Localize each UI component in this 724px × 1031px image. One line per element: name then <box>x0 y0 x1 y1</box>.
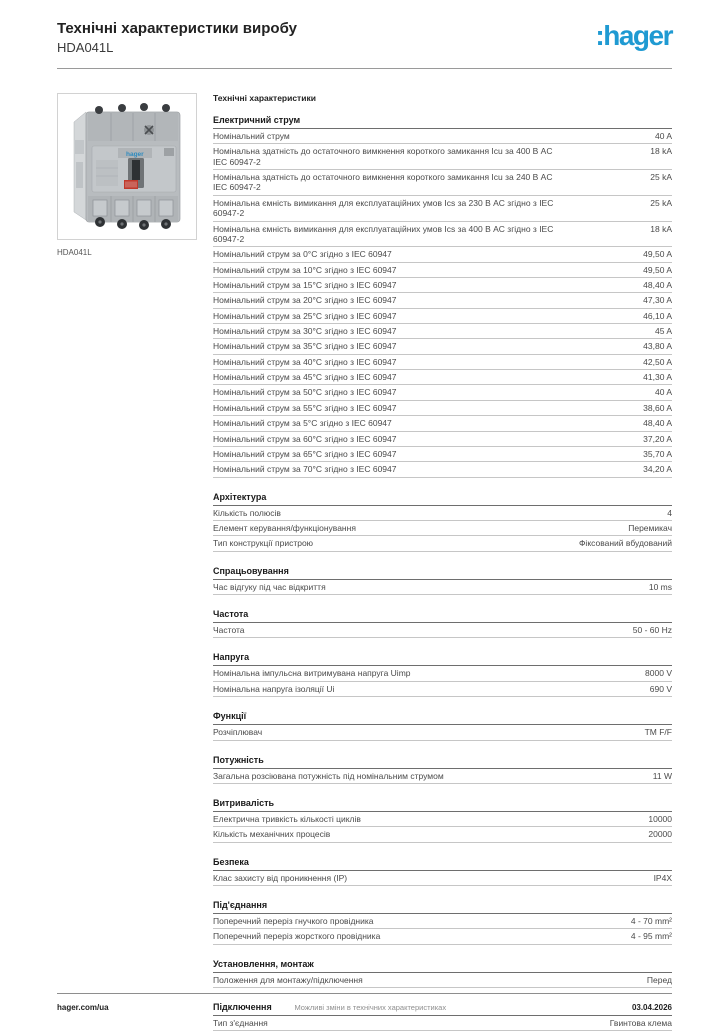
header-titles <box>57 20 297 55</box>
section-title: Напруга <box>213 652 672 666</box>
spec-row <box>213 263 672 278</box>
spec-label: Номінальний струм за 25°C згідно з IEC 60947 <box>213 310 397 321</box>
spec-value: 25 kA <box>650 172 672 183</box>
spec-label: Номінальна ємність вимикання для експлуатаційних умов Ics за 230 В AC згідно з IEC 60947-2 <box>213 197 554 219</box>
spec-row <box>213 447 672 462</box>
spec-section <box>213 798 672 843</box>
spec-value: 4 - 70 mm² <box>630 915 672 926</box>
section-title: Функції <box>213 711 672 725</box>
spec-section <box>213 115 672 478</box>
spec-row <box>213 247 672 262</box>
spec-value: 20000 <box>648 829 672 840</box>
spec-row <box>213 309 672 324</box>
spec-row <box>213 385 672 400</box>
product-caption: HDA041L <box>57 248 92 257</box>
footer-date: 03.04.2026 <box>631 1003 672 1012</box>
spec-label: Електрична тривкість кількості циклів <box>213 813 361 824</box>
spec-value: 34,20 A <box>643 464 672 475</box>
spec-label: Номінальний струм за 50°C згідно з IEC 60947 <box>213 387 397 398</box>
spec-label: Номінальний струм за 35°C згідно з IEC 60947 <box>213 341 397 352</box>
spec-value: 49,50 A <box>643 249 672 260</box>
spec-row <box>213 682 672 697</box>
spec-value: 18 kA <box>650 223 672 234</box>
spec-label: Номінальний струм за 30°C згідно з IEC 60947 <box>213 326 397 337</box>
spec-section <box>213 652 672 697</box>
spec-value: 47,30 A <box>643 295 672 306</box>
spec-section <box>213 755 672 784</box>
spec-value: 10000 <box>648 813 672 824</box>
spec-label: Номінальний струм за 20°C згідно з IEC 60947 <box>213 295 397 306</box>
spec-label: Частота <box>213 625 245 636</box>
specs-heading: Технічні характеристики <box>213 93 316 103</box>
footer-divider <box>57 993 672 994</box>
spec-row <box>213 871 672 886</box>
circuit-breaker-image <box>66 100 188 233</box>
spec-section <box>213 959 672 988</box>
spec-label: Номінальна ємність вимикання для експлуатаційних умов Ics за 400 В AC згідно з IEC 60947-2 <box>213 223 554 244</box>
section-title: Підключення <box>213 1002 672 1016</box>
header <box>57 20 672 55</box>
spec-row <box>213 324 672 339</box>
spec-label: Положення для монтажу/підключення <box>213 974 363 985</box>
spec-value: 48,40 A <box>643 279 672 290</box>
main-content <box>57 93 672 1031</box>
spec-value: 18 kA <box>650 146 672 157</box>
spec-label: Номінальна напруга ізоляції Ui <box>213 683 335 694</box>
spec-label: Номінальна здатність до остаточного вимкнення короткого замикання Icu за 240 В AC IEC 60947-2 <box>213 172 553 193</box>
section-title: Електричний струм <box>213 115 672 129</box>
spec-row <box>213 623 672 638</box>
spec-label: Номінальний струм за 70°C згідно з IEC 60947 <box>213 464 397 475</box>
spec-label: Номінальний струм за 55°C згідно з IEC 60947 <box>213 402 397 413</box>
section-title: Спрацьовування <box>213 566 672 580</box>
spec-value: 4 - 95 mm² <box>630 931 672 942</box>
spec-label: Номінальний струм за 5°C згідно з IEC 60947 <box>213 418 392 429</box>
spec-section <box>213 900 672 945</box>
spec-row <box>213 812 672 827</box>
spec-row <box>213 170 672 196</box>
section-title: Архітектура <box>213 492 672 506</box>
spec-label: Загальна розсіювана потужність під номінальним струмом <box>213 770 444 781</box>
hager-logo: :hager <box>595 20 672 51</box>
spec-value: IP4X <box>653 872 672 883</box>
spec-value: 46,10 A <box>643 310 672 321</box>
header-divider <box>57 68 672 69</box>
spec-sections <box>213 115 672 1031</box>
spec-label: Номінальна імпульсна витримувана напруга Uimp <box>213 668 411 679</box>
spec-row <box>213 973 672 988</box>
spec-value: Перед <box>646 974 672 985</box>
spec-section <box>213 711 672 740</box>
spec-label: Поперечний переріз гнучкого провідника <box>213 915 374 926</box>
spec-row <box>213 929 672 944</box>
spec-value: 37,20 A <box>643 433 672 444</box>
spec-value: 40 A <box>654 387 672 398</box>
footer <box>57 993 672 1012</box>
section-title: Установлення, монтаж <box>213 959 672 973</box>
spec-value: 8000 V <box>645 668 672 679</box>
spec-label: Номінальний струм за 40°C згідно з IEC 60947 <box>213 356 397 367</box>
spec-value: 40 A <box>654 131 672 141</box>
spec-row <box>213 506 672 521</box>
spec-label: Номінальний струм за 15°C згідно з IEC 60947 <box>213 279 397 290</box>
spec-value: 42,50 A <box>643 356 672 367</box>
spec-value: 48,40 A <box>643 418 672 429</box>
footer-website-link[interactable]: hager.com/ua <box>57 1003 109 1012</box>
spec-value: 38,60 A <box>643 402 672 413</box>
section-title: Потужність <box>213 755 672 769</box>
spec-label: Клас захисту від проникнення (IP) <box>213 872 348 883</box>
spec-row <box>213 666 672 681</box>
spec-value: Перемикач <box>628 522 672 533</box>
spec-row <box>213 401 672 416</box>
spec-section <box>213 609 672 638</box>
spec-row <box>213 129 672 144</box>
spec-value: 49,50 A <box>643 264 672 275</box>
spec-label: Тип з'єднання <box>213 1018 268 1029</box>
spec-label: Номінальний струм за 45°C згідно з IEC 60947 <box>213 372 397 383</box>
spec-label: Кількість полюсів <box>213 507 281 518</box>
product-image-frame <box>57 93 197 240</box>
spec-row <box>213 827 672 842</box>
section-title: Безпека <box>213 857 672 871</box>
spec-label: Номінальна здатність до остаточного вимкнення короткого замикання Icu за 400 В AC IEC 60947-2 <box>213 146 553 167</box>
section-title: Під'єднання <box>213 900 672 914</box>
spec-section <box>213 857 672 886</box>
spec-value: 41,30 A <box>643 372 672 383</box>
spec-row <box>213 536 672 551</box>
spec-section <box>213 566 672 595</box>
spec-value: 11 W <box>652 770 672 781</box>
spec-row <box>213 432 672 447</box>
specs-column <box>213 93 672 1031</box>
spec-value: 35,70 A <box>643 448 672 459</box>
spec-value: 4 <box>667 507 672 518</box>
spec-row <box>213 580 672 595</box>
page-title: Технічні характеристики виробу <box>57 20 297 37</box>
spec-section <box>213 492 672 552</box>
section-title: Частота <box>213 609 672 623</box>
spec-row <box>213 725 672 740</box>
spec-value: TM F/F <box>644 727 672 738</box>
spec-row <box>213 339 672 354</box>
spec-value: 25 kA <box>650 197 672 208</box>
spec-label: Номінальний струм за 0°C згідно з IEC 60947 <box>213 249 392 260</box>
spec-value: 50 - 60 Hz <box>632 625 672 636</box>
spec-label: Номінальний струм за 10°C згідно з IEC 60947 <box>213 264 397 275</box>
spec-row <box>213 370 672 385</box>
product-reference: HDA041L <box>57 40 114 55</box>
footer-row <box>57 1003 672 1012</box>
product-column <box>57 93 197 257</box>
spec-row <box>213 222 672 248</box>
spec-label: Номінальний струм <box>213 131 290 141</box>
spec-row <box>213 462 672 477</box>
spec-row <box>213 278 672 293</box>
spec-row <box>213 144 672 170</box>
spec-value: 45 A <box>654 326 672 337</box>
spec-row <box>213 293 672 308</box>
spec-row <box>213 355 672 370</box>
spec-label: Розчіплювач <box>213 727 263 738</box>
spec-row <box>213 914 672 929</box>
spec-label: Час відгуку під час відкриття <box>213 581 326 592</box>
spec-row <box>213 521 672 536</box>
spec-value: 690 V <box>649 683 672 694</box>
section-title: Витривалість <box>213 798 672 812</box>
spec-value: Гвинтова клема <box>609 1018 672 1029</box>
spec-row <box>213 416 672 431</box>
spec-label: Кількість механічних процесів <box>213 829 331 840</box>
spec-label: Тип конструкції пристрою <box>213 538 314 549</box>
footer-disclaimer: Можливі зміни в технічних характеристиках <box>294 1003 447 1012</box>
svg-text:hager: hager <box>126 151 144 158</box>
spec-label: Номінальний струм за 65°C згідно з IEC 60947 <box>213 448 397 459</box>
spec-value: 43,80 A <box>643 341 672 352</box>
spec-row <box>213 196 672 222</box>
spec-label: Елемент керування/функціонування <box>213 522 356 533</box>
spec-value: Фіксований вбудований <box>578 538 672 549</box>
spec-row <box>213 769 672 784</box>
spec-label: Поперечний переріз жорсткого провідника <box>213 931 381 942</box>
spec-label: Номінальний струм за 60°C згідно з IEC 60947 <box>213 433 397 444</box>
spec-value: 10 ms <box>648 581 672 592</box>
